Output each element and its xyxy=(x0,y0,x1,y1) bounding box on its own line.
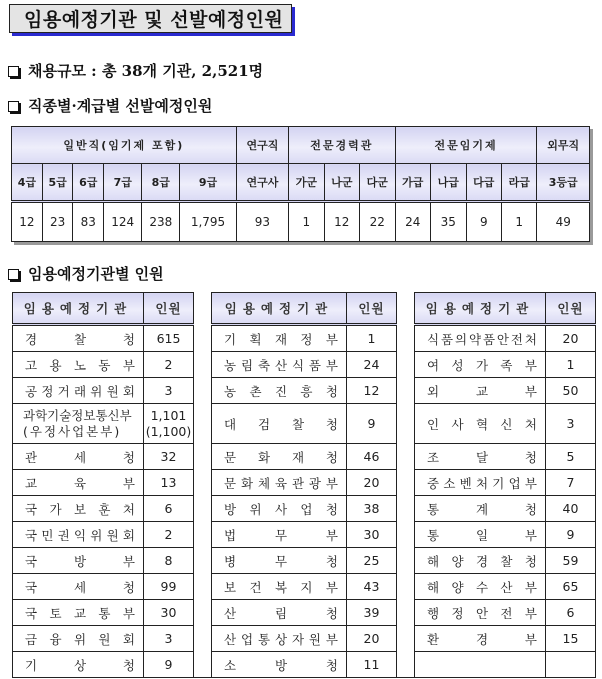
column-gap xyxy=(397,548,415,574)
column-gap xyxy=(194,378,212,404)
agency-count: 20 xyxy=(347,626,397,652)
agency-count: 99 xyxy=(144,574,194,600)
agency-name: 국 토 교 통 부 xyxy=(13,600,144,626)
column-gap xyxy=(194,574,212,600)
column-gap xyxy=(397,325,415,352)
grade-value: 238 xyxy=(142,202,180,242)
agency-name: 문 화 체 육 관 광 부 xyxy=(212,470,347,496)
agency-count-line2: (1,100) xyxy=(145,423,192,439)
agency-table-row xyxy=(13,496,596,522)
grade-value: 22 xyxy=(360,202,395,242)
grade-header: 가급 xyxy=(395,164,430,202)
column-gap xyxy=(397,352,415,378)
agency-count: 1 xyxy=(546,352,596,378)
checkbox-bullet-icon xyxy=(8,269,19,280)
agency-name: 문 화 재 청 xyxy=(212,444,347,470)
agency-name: 조 달 청 xyxy=(415,444,546,470)
grade-value: 1 xyxy=(289,202,324,242)
grade-value: 49 xyxy=(537,202,590,242)
agency-count: 3 xyxy=(144,378,194,404)
agency-name: 환 경 부 xyxy=(415,626,546,652)
grade-header: 8급 xyxy=(142,164,180,202)
agency-name: 대 검 찰 청 xyxy=(212,404,347,444)
agency-count: 43 xyxy=(347,574,397,600)
column-gap xyxy=(194,404,212,444)
agency-name: 통 일 부 xyxy=(415,522,546,548)
agency-name: 국 세 청 xyxy=(13,574,144,600)
column-gap xyxy=(397,626,415,652)
agency-count: 30 xyxy=(144,600,194,626)
agency-count: 20 xyxy=(347,470,397,496)
grade-header: 7급 xyxy=(104,164,142,202)
agency-name: 해 양 경 찰 청 xyxy=(415,548,546,574)
column-gap xyxy=(194,352,212,378)
agency-table-row xyxy=(13,548,596,574)
agency-table-row xyxy=(13,325,596,352)
agency-count: 65 xyxy=(546,574,596,600)
group-foreign-service: 외무직 xyxy=(537,127,590,164)
agency-table-row xyxy=(13,352,596,378)
column-gap xyxy=(397,574,415,600)
agency-name: 산 림 청 xyxy=(212,600,347,626)
count-header: 인원 xyxy=(347,293,397,325)
agency-count: 1 xyxy=(347,325,397,352)
column-gap xyxy=(397,293,415,325)
column-gap xyxy=(397,652,415,678)
agency-count: 30 xyxy=(347,522,397,548)
count-header: 인원 xyxy=(144,293,194,325)
agency-count: 25 xyxy=(347,548,397,574)
agency-count: 6 xyxy=(144,496,194,522)
agency-table-row xyxy=(13,522,596,548)
agency-count: 20 xyxy=(546,325,596,352)
grade-header: 9급 xyxy=(180,164,236,202)
agency-name: 국 민 권 익 위 원 회 xyxy=(13,522,144,548)
agency-count: 615 xyxy=(144,325,194,352)
grade-header: 4급 xyxy=(12,164,43,202)
agency-count: 11 xyxy=(347,652,397,678)
by-grade-heading: 직종별·계급별 선발예정인원 xyxy=(28,97,213,115)
grade-value: 35 xyxy=(431,202,466,242)
agency-name: 농 촌 진 흥 청 xyxy=(212,378,347,404)
grade-value: 9 xyxy=(466,202,501,242)
group-specialist-fixed-term: 전문임기제 xyxy=(395,127,537,164)
agency-table xyxy=(12,292,596,678)
column-gap xyxy=(397,496,415,522)
grade-header: 다급 xyxy=(466,164,501,202)
column-gap xyxy=(397,404,415,444)
recruitment-scale-text: 채용규모 : 총 38개 기관, 2,521명 xyxy=(28,62,264,80)
agency-name: 해 양 수 산 부 xyxy=(415,574,546,600)
group-specialist-career: 전문경력관 xyxy=(289,127,395,164)
agency-name: 병 무 청 xyxy=(212,548,347,574)
agency-header: 임용예정기관 xyxy=(13,293,144,325)
agency-name: 농 림 축 산 식 품 부 xyxy=(212,352,347,378)
section-recruitment-scale xyxy=(8,60,263,81)
agency-name: 교 육 부 xyxy=(13,470,144,496)
column-gap xyxy=(194,548,212,574)
agency-count: 3 xyxy=(546,404,596,444)
agency-name: 소 방 청 xyxy=(212,652,347,678)
column-gap xyxy=(397,470,415,496)
grade-value: 1 xyxy=(502,202,537,242)
agency-name-line1: 과학기술정보통신부 xyxy=(23,407,132,423)
agency-count: 12 xyxy=(347,378,397,404)
agency-count: 9 xyxy=(347,404,397,444)
agency-table-row xyxy=(13,626,596,652)
agency-count: 32 xyxy=(144,444,194,470)
agency-name: 통 계 청 xyxy=(415,496,546,522)
agency-count xyxy=(546,652,596,678)
agency-name: 행 정 안 전 부 xyxy=(415,600,546,626)
agency-count: 7 xyxy=(546,470,596,496)
agency-name: 인 사 혁 신 처 xyxy=(415,404,546,444)
agency-table-row xyxy=(13,574,596,600)
agency-count: 40 xyxy=(546,496,596,522)
column-gap xyxy=(194,470,212,496)
column-gap xyxy=(397,378,415,404)
grade-header: 다군 xyxy=(360,164,395,202)
grade-value: 1,795 xyxy=(180,202,236,242)
agency-table-row xyxy=(13,470,596,496)
agency-count: 59 xyxy=(546,548,596,574)
section-by-agency xyxy=(8,263,164,284)
agency-name: 식 품 의 약 품 안 전 처 xyxy=(415,325,546,352)
column-gap xyxy=(194,444,212,470)
agency-count: 6 xyxy=(546,600,596,626)
agency-header: 임용예정기관 xyxy=(212,293,347,325)
agency-table-row xyxy=(13,404,596,444)
grade-header: 6급 xyxy=(73,164,104,202)
agency-name: 여 성 가 족 부 xyxy=(415,352,546,378)
grade-value: 124 xyxy=(104,202,142,242)
column-gap xyxy=(194,626,212,652)
group-general: 일반직(임기제 포함) xyxy=(12,127,237,164)
agency-count-line1: 1,101 xyxy=(150,407,187,423)
grade-header: 가군 xyxy=(289,164,324,202)
column-gap xyxy=(194,600,212,626)
checkbox-bullet-icon xyxy=(8,101,19,112)
agency-count: 15 xyxy=(546,626,596,652)
agency-count: 9 xyxy=(546,522,596,548)
agency-count: 9 xyxy=(144,652,194,678)
agency-name: 경 찰 청 xyxy=(13,325,144,352)
agency-count: 39 xyxy=(347,600,397,626)
by-agency-heading: 임용예정기관별 인원 xyxy=(28,265,164,283)
grade-value: 12 xyxy=(12,202,43,242)
column-gap xyxy=(194,325,212,352)
agency-count: 38 xyxy=(347,496,397,522)
agency-name: 금 융 위 원 회 xyxy=(13,626,144,652)
agency-count: 46 xyxy=(347,444,397,470)
agency-name: 보 건 복 지 부 xyxy=(212,574,347,600)
agency-name: 고 용 노 동 부 xyxy=(13,352,144,378)
agency-count: 8 xyxy=(144,548,194,574)
agency-name: 산 업 통 상 자 원 부 xyxy=(212,626,347,652)
column-gap xyxy=(397,522,415,548)
agency-count: 24 xyxy=(347,352,397,378)
column-gap xyxy=(194,293,212,325)
count-header: 인원 xyxy=(546,293,596,325)
agency-name xyxy=(415,652,546,678)
grade-header: 라급 xyxy=(502,164,537,202)
agency-count: 5 xyxy=(546,444,596,470)
section-by-grade xyxy=(8,95,212,116)
grade-header: 3등급 xyxy=(537,164,590,202)
column-gap xyxy=(194,522,212,548)
agency-table-row xyxy=(13,600,596,626)
grade-value: 12 xyxy=(324,202,359,242)
agency-name: 기 획 재 정 부 xyxy=(212,325,347,352)
grade-header: 연구사 xyxy=(236,164,288,202)
grade-header: 나군 xyxy=(324,164,359,202)
grade-value: 83 xyxy=(73,202,104,242)
column-gap xyxy=(397,444,415,470)
agency-name: 방 위 사 업 청 xyxy=(212,496,347,522)
agency-table-row xyxy=(13,652,596,678)
agency-name: 국 가 보 훈 처 xyxy=(13,496,144,522)
checkbox-bullet-icon xyxy=(8,66,19,77)
agency-header: 임용예정기관 xyxy=(415,293,546,325)
grade-value: 93 xyxy=(236,202,288,242)
agency-name: 외 교 부 xyxy=(415,378,546,404)
agency-name: 공 정 거 래 위 원 회 xyxy=(13,378,144,404)
agency-name: 국 방 부 xyxy=(13,548,144,574)
agency-name: 관 세 청 xyxy=(13,444,144,470)
agency-name: 법 무 부 xyxy=(212,522,347,548)
column-gap xyxy=(194,652,212,678)
agency-count: 3 xyxy=(144,626,194,652)
agency-name xyxy=(13,404,144,444)
agency-count: 2 xyxy=(144,352,194,378)
grade-header: 나급 xyxy=(431,164,466,202)
agency-count xyxy=(144,404,194,444)
grade-table xyxy=(11,126,590,242)
agency-count: 13 xyxy=(144,470,194,496)
grade-value: 24 xyxy=(395,202,430,242)
agency-name: 기 상 청 xyxy=(13,652,144,678)
page-title: 임용예정기관 및 선발예정인원 xyxy=(9,4,292,33)
grade-value: 23 xyxy=(42,202,73,242)
group-research: 연구직 xyxy=(236,127,288,164)
agency-name-line2: (우정사업본부) xyxy=(23,423,122,439)
column-gap xyxy=(194,496,212,522)
agency-table-row xyxy=(13,378,596,404)
agency-table-row xyxy=(13,444,596,470)
column-gap xyxy=(397,600,415,626)
agency-name: 중 소 벤 처 기 업 부 xyxy=(415,470,546,496)
grade-header: 5급 xyxy=(42,164,73,202)
agency-count: 2 xyxy=(144,522,194,548)
agency-count: 50 xyxy=(546,378,596,404)
